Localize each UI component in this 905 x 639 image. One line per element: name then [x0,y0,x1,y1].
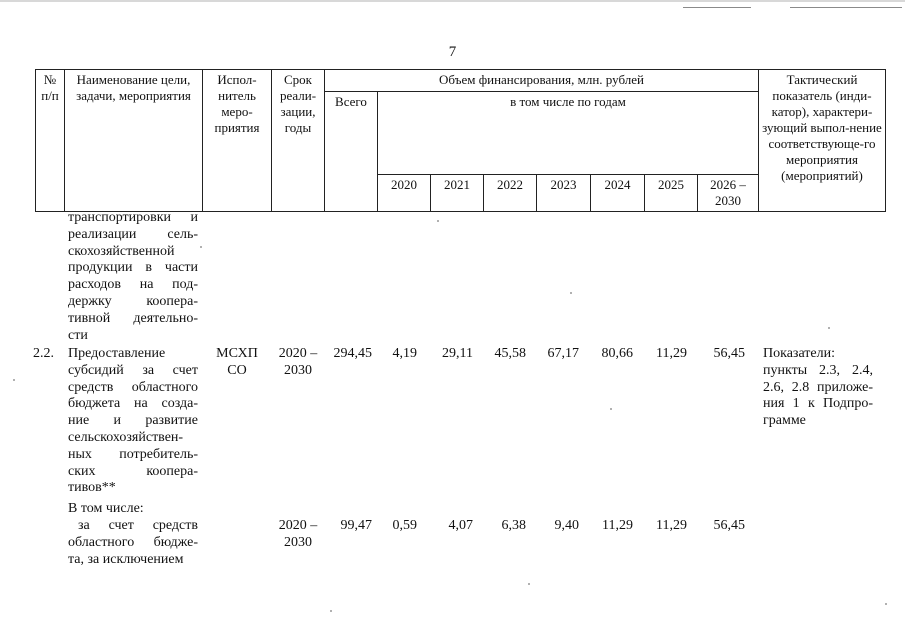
row-value: 67,17 [547,346,579,361]
scan-speck [570,292,572,294]
scan-speck [13,379,15,381]
header-term: Срок реали-зации, годы [272,70,325,212]
header-year: 2025 [645,175,698,212]
scan-mark [790,7,902,8]
header-year: 2026 – 2030 [698,175,759,212]
row-number: 2.2. [33,346,54,361]
row-executor: МСХП СО [216,346,258,378]
page-number: 7 [448,44,457,60]
row-subheading: В том числе: [68,501,144,516]
header-indicator: Тактический показатель (инди-катор), характери-зующий выпол-нение соответствующе-го мероприятия (мероприятий) [759,70,886,212]
row-value: 56,45 [713,346,745,361]
header-year: 2024 [591,175,645,212]
scan-speck [330,610,332,612]
header-year: 2021 [431,175,484,212]
header-name: Наименование цели, задачи, мероприятия [65,70,203,212]
scan-top-edge [0,0,905,2]
row-term: 2020 – 2030 [278,518,318,550]
row-indicator: Показатели: пункты 2.3, 2.4, 2.6, 2.8 приложе-ния 1 к Подпро-грамме [763,346,873,429]
scan-speck [828,327,830,329]
row-name: за счет средств областного бюдже-та, за исключением [68,518,198,567]
row-value: 29,11 [442,346,473,361]
scan-mark [683,7,751,8]
row-value: 11,29 [656,346,687,361]
row-value: 6,38 [501,518,526,533]
scan-speck [437,220,439,222]
row-value: 9,40 [554,518,579,533]
row-total: 99,47 [340,518,372,533]
table-body [35,210,885,570]
row-value: 11,29 [602,518,633,533]
header-year: 2020 [378,175,431,212]
header-year: 2023 [537,175,591,212]
row-name: транспортировки и реализации сель-скохозяйственной продукции в части расходов на под-держку коопера-тивной деятельно-сти [68,210,198,343]
row-value: 56,45 [713,518,745,533]
header-year: 2022 [484,175,537,212]
header-number: № п/п [36,70,65,212]
scan-speck [528,583,530,585]
row-term: 2020 – 2030 [278,346,318,378]
row-total: 294,45 [333,346,372,361]
scan-speck [200,246,202,248]
table-header [35,69,886,212]
row-value: 80,66 [601,346,633,361]
row-name: Предоставление субсидий за счет средств областного бюджета на созда-ние и развитие сельскохозяйствен-ных потребитель-ских коопера-тивов** [68,346,198,496]
row-value: 11,29 [656,518,687,533]
row-value: 4,07 [448,518,473,533]
header-executor: Испол-нитель меро-приятия [203,70,272,212]
scan-speck [885,603,887,605]
row-value: 4,19 [392,346,417,361]
header-financing: Объем финансирования, млн. рублей [325,70,759,92]
header-total: Всего [325,92,378,212]
header-by-years: в том числе по годам [378,92,759,175]
scan-speck [610,408,612,410]
row-value: 45,58 [494,346,526,361]
row-value: 0,59 [392,518,417,533]
